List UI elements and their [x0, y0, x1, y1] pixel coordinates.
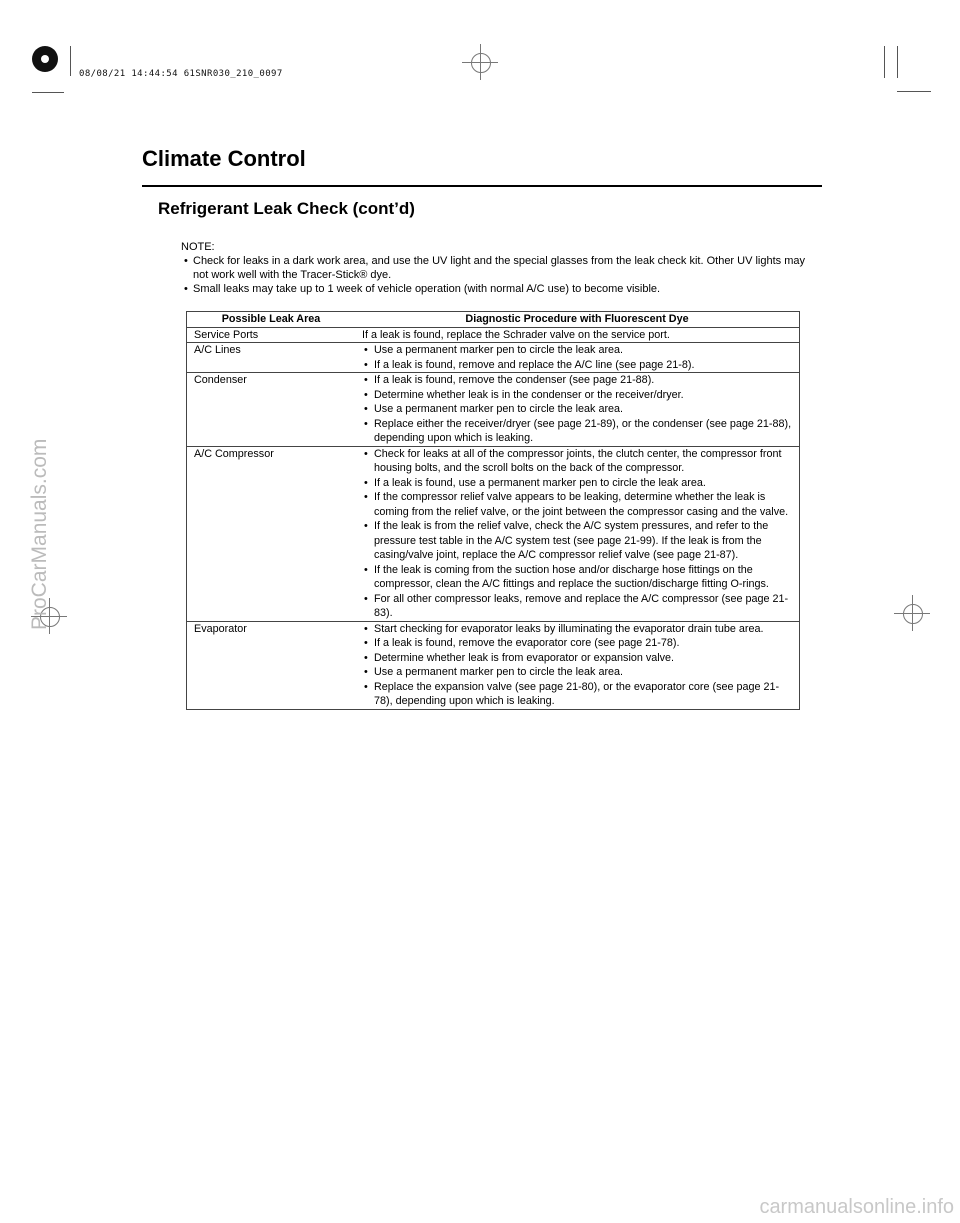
crop-mark: [897, 46, 898, 78]
procedure-step: • Use a permanent marker pen to circle the leak area.: [362, 343, 795, 358]
procedure-step: • Start checking for evaporator leaks by illuminating the evaporator drain tube area.: [362, 622, 795, 637]
procedure-cell: [355, 621, 800, 709]
footer-watermark: carmanualsonline.info: [759, 1196, 954, 1218]
procedure-cell: [355, 373, 800, 447]
procedure-step: • If the compressor relief valve appears to be leaking, determine whether the leak is coming from the relief valve, or the joint between the compressor casing and the valve.: [362, 490, 795, 519]
title-rule: [142, 185, 822, 187]
table-row: [187, 343, 800, 373]
column-header-procedure: Diagnostic Procedure with Fluorescent Dye: [355, 312, 800, 328]
registration-mark-top-left-center: [41, 55, 49, 63]
leak-area-cell: A/C Lines: [187, 343, 356, 373]
table-header-row: [187, 312, 800, 328]
column-header-area: Possible Leak Area: [187, 312, 356, 328]
procedure-step: • If a leak is found, remove the condenser (see page 21-88).: [362, 373, 795, 388]
procedure-step: • Replace the expansion valve (see page 21-80), or the evaporator core (see page 21-78), depending upon which is leaking.: [362, 680, 795, 709]
table-row: [187, 621, 800, 709]
crop-mark: [884, 46, 885, 78]
crop-mark: [462, 62, 498, 63]
leak-area-cell: Service Ports: [187, 327, 356, 343]
crop-mark: [70, 46, 71, 76]
side-watermark: ProCarManuals.com: [28, 438, 51, 630]
note-item: • Small leaks may take up to 1 week of vehicle operation (with normal A/C use) to become visible.: [181, 282, 821, 296]
procedure-step: • Use a permanent marker pen to circle the leak area.: [362, 665, 795, 680]
table-row: [187, 446, 800, 621]
crosshair-mark-right: [903, 604, 923, 624]
note-item: • Check for leaks in a dark work area, and use the UV light and the special glasses from the leak check kit. Other UV lights may not work well with the Tracer-Stick® dye.: [181, 254, 821, 282]
procedure-step: • Determine whether leak is in the condenser or the receiver/dryer.: [362, 388, 795, 403]
crop-mark: [32, 92, 64, 93]
note-list: [181, 254, 821, 296]
procedure-cell: [355, 327, 800, 343]
table-row: [187, 327, 800, 343]
crop-mark: [897, 91, 931, 92]
section-title: Refrigerant Leak Check (cont’d): [158, 199, 415, 218]
note-block: [181, 240, 821, 296]
print-timestamp: 08/08/21 14:44:54 61SNR030_210_0097: [79, 69, 283, 79]
procedure-step: • Determine whether leak is from evaporator or expansion valve.: [362, 651, 795, 666]
procedure-text: If a leak is found, replace the Schrader valve on the service port.: [362, 328, 670, 341]
leak-area-cell: A/C Compressor: [187, 446, 356, 621]
procedure-cell: [355, 446, 800, 621]
procedure-step: • If a leak is found, remove and replace the A/C line (see page 21-8).: [362, 358, 795, 373]
procedure-step: • Replace either the receiver/dryer (see page 21-89), or the condenser (see page 21-88), depending upon which is leaking.: [362, 417, 795, 446]
procedure-step: • Check for leaks at all of the compressor joints, the clutch center, the compressor front housing bolts, and the scroll bolts on the back of the compressor.: [362, 447, 795, 476]
procedure-step: • If the leak is from the relief valve, check the A/C system pressures, and refer to the pressure test table in the A/C system test (see page 21-99). If the leak is from the casing/valve joint, replace the A/C compressor relief valve (see page 21-87).: [362, 519, 795, 563]
procedure-step: • If a leak is found, remove the evaporator core (see page 21-78).: [362, 636, 795, 651]
crosshair-mark-top: [471, 53, 491, 73]
procedure-cell: [355, 343, 800, 373]
crop-mark: [894, 613, 930, 614]
procedure-step: • If the leak is coming from the suction hose and/or discharge hose fittings on the compressor, clean the A/C fittings and replace the suction/discharge fitting O-rings.: [362, 563, 795, 592]
note-label: NOTE:: [181, 241, 215, 253]
procedure-step: • Use a permanent marker pen to circle the leak area.: [362, 402, 795, 417]
leak-check-table: [186, 311, 800, 710]
leak-area-cell: Evaporator: [187, 621, 356, 709]
leak-area-cell: Condenser: [187, 373, 356, 447]
page-title: Climate Control: [142, 146, 306, 171]
procedure-step: • For all other compressor leaks, remove and replace the A/C compressor (see page 21-83).: [362, 592, 795, 621]
table-row: [187, 373, 800, 447]
procedure-step: • If a leak is found, use a permanent marker pen to circle the leak area.: [362, 476, 795, 491]
